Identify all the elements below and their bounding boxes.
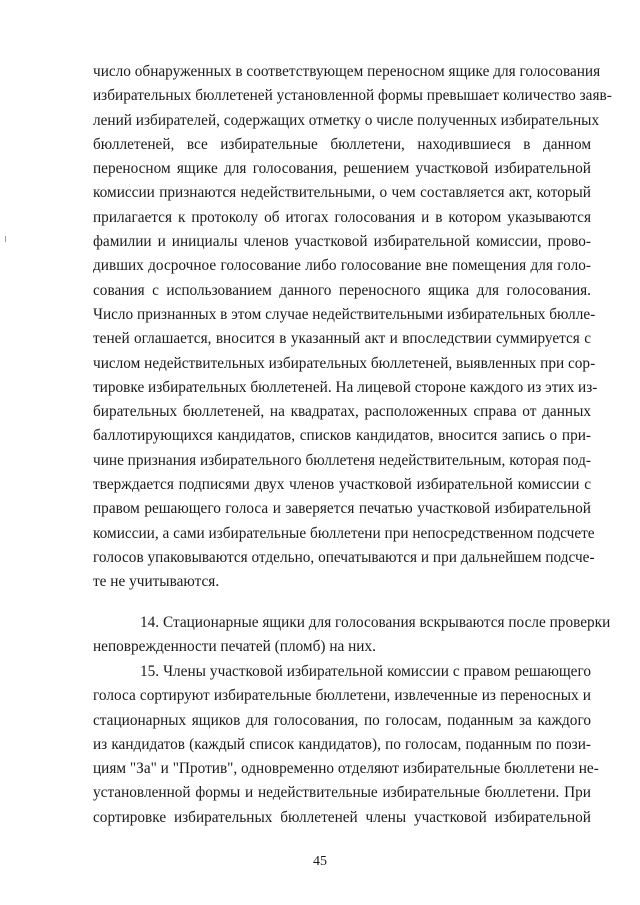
text-line: бирательных бюллетеней, на квадратах, расположенных справа от данных [93, 403, 591, 421]
text-line: теней оглашается, вносится в указанный акт и впоследствии суммируется с [93, 330, 591, 348]
scan-mark [5, 236, 6, 242]
paragraph-item-15 [93, 660, 599, 830]
text-line: неповрежденности печатей (пломб) на них. [93, 638, 376, 656]
paragraph-item-14 [93, 611, 611, 660]
text-line: правом решающего голоса и заверяется печатью участковой избирательной [93, 500, 591, 518]
text-line: баллотирующихся кандидатов, списков кандидатов, вносится запись о при- [93, 427, 591, 445]
text-line: установленной формы и недействительные избирательные бюллетени. При [93, 784, 591, 802]
text-line: число обнаруженных в соответствующем переносном ящике для голосования [93, 63, 601, 80]
text-line: тверждается подписями двух членов участковой избирательной комиссии с [93, 476, 591, 494]
text-line: голоса сортируют избирательные бюллетени, извлеченные из переносных и [93, 687, 591, 705]
text-line: фамилии и инициалы членов участковой избирательной комиссии, прово- [93, 233, 591, 251]
text-line: сования с использованием данного переносного ящика для голосования. [93, 281, 591, 299]
text-line: комиссии, а сами избирательные бюллетени при непосредственном подсчете [93, 524, 595, 542]
text-line: чине признания избирательного бюллетеня недействительным, которая под- [93, 451, 591, 469]
text-line: стационарных ящиков для голосования, по голосам, поданным за каждого [93, 711, 591, 729]
text-line: Число признанных в этом случае недействительными избирательных бюлле- [93, 305, 596, 323]
text-line: бюллетеней, все избирательные бюллетени, находившиеся в данном [93, 135, 591, 153]
text-line: лений избирателей, содержащих отметку о числе полученных избирательных [93, 111, 600, 129]
text-line: циям "За" и "Против", одновременно отделяют избирательные бюллетени не- [93, 760, 599, 778]
text-line: тировке избирательных бюллетеней. На лицевой стороне каждого из этих из- [93, 378, 598, 396]
text-line: 15. Члены участковой избирательной комиссии с правом решающего [140, 663, 591, 680]
text-line: голосов упаковываются отдельно, опечатываются и при дальнейшем подсче- [93, 548, 595, 566]
text-line: те не учитываются. [93, 573, 220, 591]
text-line: избирательных бюллетеней установленной формы превышает количество заяв- [93, 87, 612, 105]
text-line: комиссии признаются недействительными, о чем составляется акт, который [93, 184, 591, 202]
paragraph-continuation [93, 60, 612, 595]
text-line: числом недействительных избирательных бюллетеней, выявленных при сор- [93, 354, 596, 372]
text-line: прилагается к протоколу об итогах голосования и в котором указываются [93, 208, 591, 226]
text-line: 14. Стационарные ящики для голосования вскрываются после проверки [140, 614, 611, 631]
text-line: дивших досрочное голосование либо голосование вне помещения для голо- [93, 257, 591, 275]
text-line: сортировке избирательных бюллетеней члены участковой избирательной [93, 808, 591, 826]
text-line: переносном ящике для голосования, решением участковой избирательной [93, 160, 591, 178]
page-number: 45 [313, 854, 327, 869]
text-line: из кандидатов (каждый список кандидатов), по голосам, поданным по пози- [93, 735, 591, 753]
